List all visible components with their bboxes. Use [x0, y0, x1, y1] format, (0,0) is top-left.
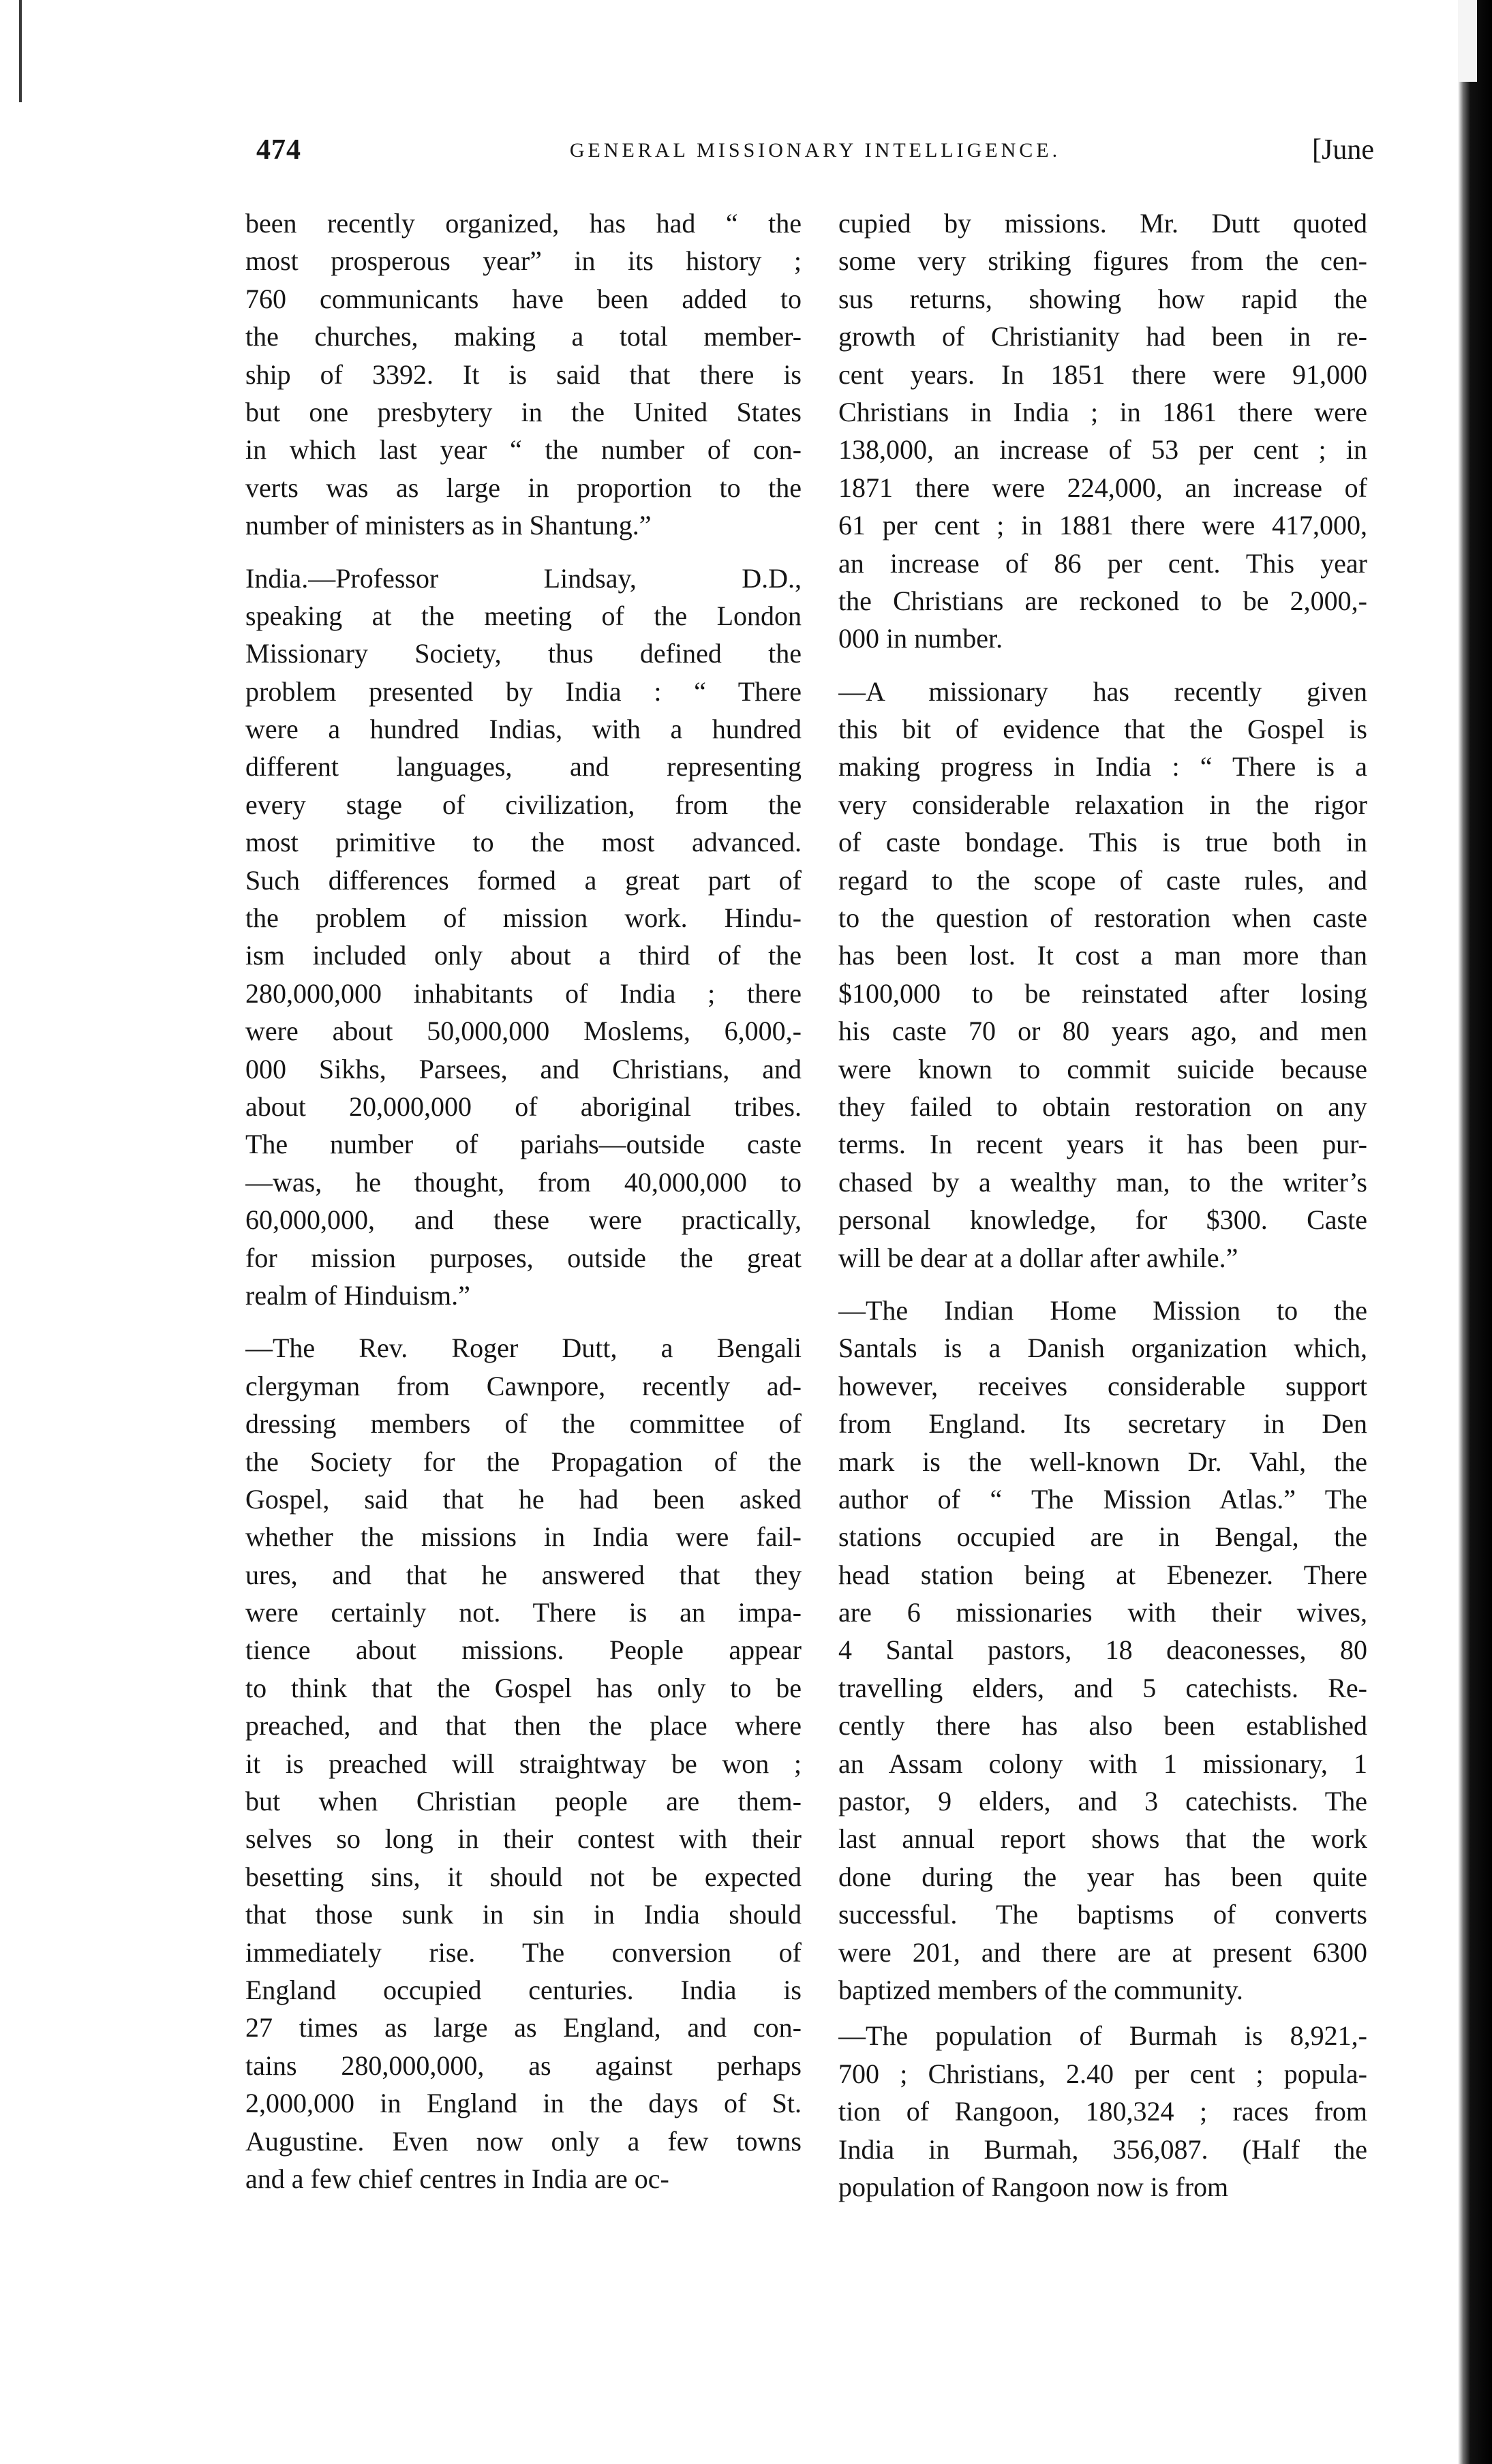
text-line: The number of pariahs—outside caste [245, 1129, 802, 1160]
text-line: but one presbytery in the United States [245, 396, 802, 427]
text-line: 60,000,000, and these were practically, [245, 1204, 802, 1236]
text-line: 1871 there were 224,000, an increase of [838, 472, 1367, 503]
text-line: in which last year “ the number of con- [245, 434, 802, 466]
paragraph-gap [245, 1314, 802, 1329]
text-line: every stage of civilization, from the [245, 789, 802, 820]
text-line: whether the missions in India were fail- [245, 1521, 802, 1553]
text-line: however, receives considerable support [838, 1370, 1367, 1401]
article-paragraph [838, 673, 1367, 1277]
text-line: Gospel, said that he had been asked [245, 1483, 802, 1515]
text-line: last annual report shows that the work [838, 1823, 1367, 1855]
text-line: but when Christian people are them- [245, 1786, 802, 1817]
text-line: 27 times as large as England, and con- [245, 2012, 802, 2043]
text-line: it is preached will straightway be won ; [245, 1748, 802, 1779]
text-line: chased by a wealthy man, to the writer’s [838, 1166, 1367, 1198]
text-line: were 201, and there are at present 6300 [838, 1936, 1367, 1968]
text-line: personal knowledge, for $300. Caste [838, 1204, 1367, 1236]
text-line: 138,000, an increase of 53 per cent ; in [838, 434, 1367, 466]
text-line: regard to the scope of caste rules, and [838, 864, 1367, 896]
text-line: clergyman from Cawnpore, recently ad- [245, 1370, 802, 1401]
text-line: cently there has also been established [838, 1710, 1367, 1741]
text-line: and a few chief centres in India are oc- [245, 2163, 669, 2194]
text-line: Santals is a Danish organization which, [838, 1333, 1367, 1364]
text-line: were certainly not. There is an impa- [245, 1597, 802, 1628]
text-line: ures, and that he answered that they [245, 1559, 802, 1590]
text-line: the Society for the Propagation of the [245, 1446, 802, 1477]
scan-edge-right [1458, 0, 1492, 2464]
text-line: tion of Rangoon, 180,324 ; races from [838, 2096, 1367, 2127]
article-paragraph [838, 2017, 1367, 2206]
text-line: an increase of 86 per cent. This year [838, 547, 1367, 579]
text-line: most primitive to the most advanced. [245, 827, 802, 858]
text-line: number of ministers as in Shantung.” [245, 510, 652, 541]
text-line: are 6 missionaries with their wives, [838, 1597, 1367, 1628]
text-line: were a hundred Indias, with a hundred [245, 714, 802, 745]
text-line: they failed to obtain restoration on any [838, 1091, 1367, 1122]
paragraph-gap [838, 2009, 1367, 2017]
text-line: the churches, making a total member- [245, 321, 802, 352]
text-line: this bit of evidence that the Gospel is [838, 714, 1367, 745]
left-text-column [245, 204, 802, 2197]
text-line: of caste bondage. This is true both in [838, 827, 1367, 858]
text-line: growth of Christianity had been in re- [838, 321, 1367, 352]
text-line: to think that the Gospel has only to be [245, 1672, 802, 1703]
text-line: pastor, 9 elders, and 3 catechists. The [838, 1786, 1367, 1817]
text-line: travelling elders, and 5 catechists. Re- [838, 1672, 1367, 1703]
paragraph-gap [838, 1277, 1367, 1292]
text-line: most prosperous year” in its history ; [245, 245, 802, 277]
paragraph-gap [245, 545, 802, 560]
page-number: 474 [256, 134, 301, 166]
text-line: some very striking figures from the cen- [838, 245, 1367, 277]
text-line: population of Rangoon now is from [838, 2171, 1229, 2202]
text-line: author of “ The Mission Atlas.” The [838, 1483, 1367, 1515]
text-line: terms. In recent years it has been pur- [838, 1129, 1367, 1160]
text-line: 280,000,000 inhabitants of India ; there [245, 977, 802, 1009]
text-line: 700 ; Christians, 2.40 per cent ; popula- [838, 2058, 1367, 2089]
text-line: India.—Professor Lindsay, D.D., [245, 562, 802, 594]
text-line: ism included only about a third of the [245, 940, 802, 971]
text-line: 2,000,000 in England in the days of St. [245, 2088, 802, 2119]
text-line: cupied by missions. Mr. Dutt quoted [838, 208, 1367, 239]
text-line: 000 in number. [838, 623, 1003, 654]
text-line: cent years. In 1851 there were 91,000 [838, 359, 1367, 390]
text-line: mark is the well-known Dr. Vahl, the [838, 1446, 1367, 1477]
text-line: $100,000 to be reinstated after losing [838, 977, 1367, 1009]
text-line: 760 communicants have been added to [245, 283, 802, 314]
article-paragraph [245, 204, 802, 545]
text-line: that those sunk in sin in India should [245, 1899, 802, 1930]
text-line: an Assam colony with 1 missionary, 1 [838, 1748, 1367, 1779]
text-line: realm of Hinduism.” [245, 1279, 470, 1311]
right-text-column [838, 204, 1367, 2206]
text-line: 61 per cent ; in 1881 there were 417,000, [838, 510, 1367, 541]
text-line: the Christians are reckoned to be 2,000,- [838, 585, 1367, 616]
article-paragraph [245, 1329, 802, 2197]
text-line: baptized members of the community. [838, 1974, 1243, 2005]
text-line: sus returns, showing how rapid the [838, 283, 1367, 314]
text-line: been recently organized, has had “ the [245, 208, 802, 239]
text-line: done during the year has been quite [838, 1861, 1367, 1892]
paragraph-gap [838, 658, 1367, 673]
text-line: Christians in India ; in 1861 there were [838, 396, 1367, 427]
text-line: has been lost. It cost a man more than [838, 940, 1367, 971]
text-line: to the question of restoration when caste [838, 902, 1367, 934]
text-line: ship of 3392. It is said that there is [245, 359, 802, 390]
text-line: speaking at the meeting of the London [245, 600, 802, 631]
text-line: the problem of mission work. Hindu- [245, 902, 802, 934]
text-line: his caste 70 or 80 years ago, and men [838, 1016, 1367, 1047]
text-line: —The Rev. Roger Dutt, a Bengali [245, 1333, 802, 1364]
text-line: 000 Sikhs, Parsees, and Christians, and [245, 1053, 802, 1084]
text-line: dressing members of the committee of [245, 1408, 802, 1440]
text-line: India in Burmah, 356,087. (Half the [838, 2133, 1367, 2165]
text-line: about 20,000,000 of aboriginal tribes. [245, 1091, 802, 1122]
text-line: besetting sins, it should not be expected [245, 1861, 802, 1892]
text-line: tains 280,000,000, as against perhaps [245, 2050, 802, 2081]
text-line: successful. The baptisms of converts [838, 1899, 1367, 1930]
text-line: —A missionary has recently given [838, 675, 1367, 707]
text-line: from England. Its secretary in Den [838, 1408, 1367, 1440]
text-line: were about 50,000,000 Moslems, 6,000,- [245, 1016, 802, 1047]
text-line: head station being at Ebenezer. There [838, 1559, 1367, 1590]
text-line: immediately rise. The conversion of [245, 1936, 802, 1968]
text-line: Missionary Society, thus defined the [245, 638, 802, 669]
text-line: preached, and that then the place where [245, 1710, 802, 1741]
text-line: problem presented by India : “ There [245, 675, 802, 707]
text-line: will be dear at a dollar after awhile.” [838, 1242, 1238, 1273]
text-line: —The Indian Home Mission to the [838, 1294, 1367, 1326]
text-line: —The population of Burmah is 8,921,- [838, 2020, 1367, 2052]
issue-month: [June [1312, 134, 1374, 166]
text-line: verts was as large in proportion to the [245, 472, 802, 503]
text-line: for mission purposes, outside the great [245, 1242, 802, 1273]
text-line: selves so long in their contest with their [245, 1823, 802, 1855]
text-line: —was, he thought, from 40,000,000 to [245, 1166, 802, 1198]
article-paragraph [838, 1292, 1367, 2009]
text-line: different languages, and representing [245, 751, 802, 782]
article-paragraph [838, 204, 1367, 658]
text-line: were known to commit suicide because [838, 1053, 1367, 1084]
text-line: Augustine. Even now only a few towns [245, 2125, 802, 2157]
text-line: England occupied centuries. India is [245, 1974, 802, 2005]
scan-edge-notch [1458, 0, 1477, 82]
running-header [256, 134, 1374, 174]
text-line: making progress in India : “ There is a [838, 751, 1367, 782]
article-paragraph [245, 560, 802, 1315]
running-title: GENERAL MISSIONARY INTELLIGENCE. [569, 139, 1061, 162]
text-line: 4 Santal pastors, 18 deaconesses, 80 [838, 1634, 1367, 1666]
scan-edge-left [19, 0, 22, 102]
text-line: Such differences formed a great part of [245, 864, 802, 896]
text-line: tience about missions. People appear [245, 1634, 802, 1666]
text-line: stations occupied are in Bengal, the [838, 1521, 1367, 1553]
text-line: very considerable relaxation in the rigor [838, 789, 1367, 820]
